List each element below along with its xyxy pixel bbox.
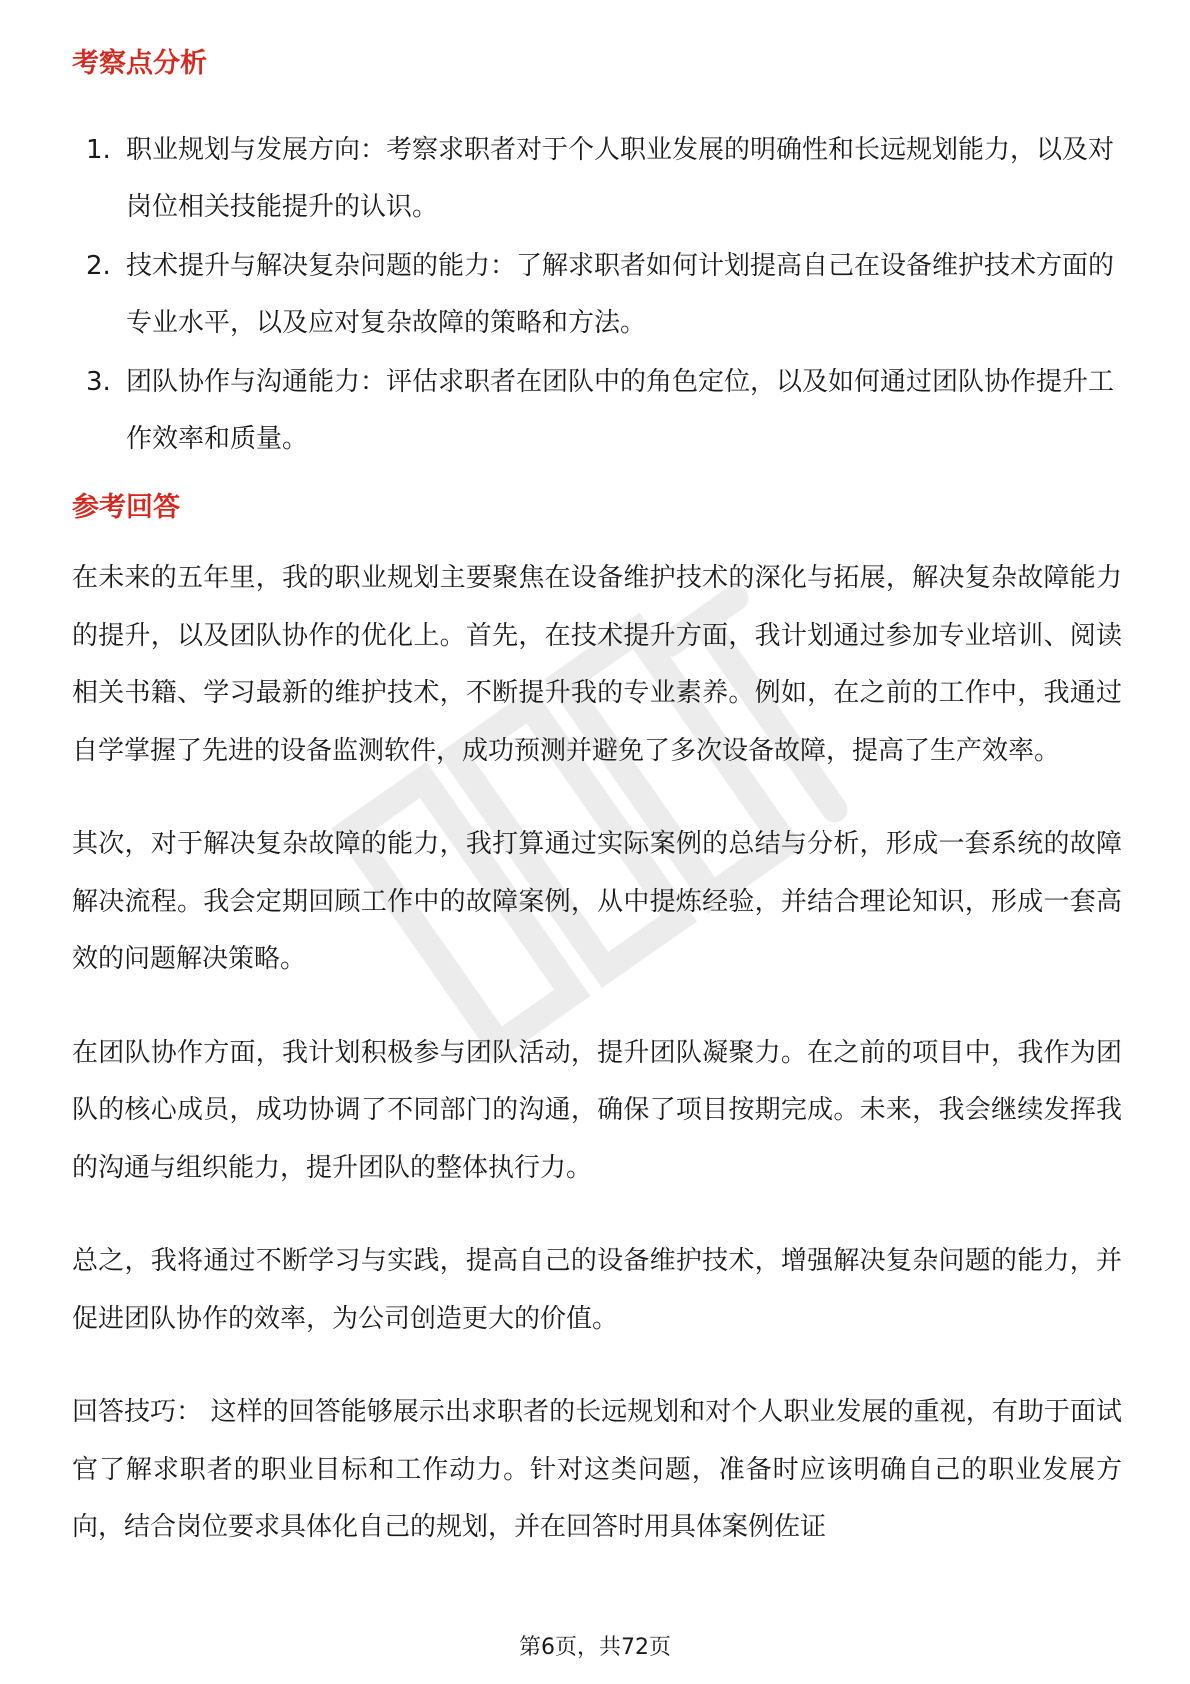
answer-paragraph: 在团队协作方面，我计划积极参与团队活动，提升团队凝聚力。在之前的项目中，我作为团队的核心成员，成功协调了不同部门的沟通，确保了项目按期完成。未来，我会继续发挥我的沟通与组织能力，提升团队的整体执行力。: [72, 1037, 1122, 1183]
list-item-text: 技术提升与解决复杂问题的能力：了解求职者如何计划提高自己在设备维护技术方面的专业水平，以及应对复杂故障的策略和方法。: [126, 251, 1115, 338]
answer-tips-paragraph: 回答技巧： 这样的回答能够展示出求职者的长远规划和对个人职业发展的重视，有助于面试官了解求职者的职业目标和工作动力。针对这类问题，准备时应该明确自己的职业发展方向，结合岗位要求具体化自己的规划，并在回答时用具体案例佐证: [72, 1397, 1122, 1542]
list-item: [72, 122, 1122, 236]
content-area: [72, 44, 1122, 1593]
answer-paragraph: 其次，对于解决复杂故障的能力，我打算通过实际案例的总结与分析，形成一套系统的故障解决流程。我会定期回顾工作中的故障案例，从中提炼经验，并结合理论知识，形成一套高效的问题解决策略。: [72, 829, 1122, 974]
answer-paragraph: 在未来的五年里，我的职业规划主要聚焦在设备维护技术的深化与拓展，解决复杂故障能力的提升，以及团队协作的优化上。首先，在技术提升方面，我计划通过参加专业培训、阅读相关书籍、学习最新的维护技术，不断提升我的专业素养。例如，在之前的工作中，我通过自学掌握了先进的设备监测软件，成功预测并避免了多次设备故障，提高了生产效率。: [72, 563, 1122, 766]
answer-paragraph: 总之，我将通过不断学习与实践，提高自己的设备维护技术，增强解决复杂问题的能力，并促进团队协作的效率，为公司创造更大的价值。: [72, 1246, 1122, 1334]
list-item-number: 3.: [86, 367, 111, 397]
list-item-text: 团队协作与沟通能力：评估求职者在团队中的角色定位，以及如何通过团队协作提升工作效率和质量。: [126, 367, 1115, 454]
list-item-text: 职业规划与发展方向：考察求职者对于个人职业发展的明确性和长远规划能力，以及对岗位相关技能提升的认识。: [126, 135, 1115, 222]
analysis-points-list: [72, 122, 1122, 468]
answer-heading: 参考回答: [72, 492, 180, 523]
list-item-number: 1.: [86, 135, 111, 165]
page-indicator: 第6页，共72页: [519, 1635, 671, 1660]
list-item-number: 2.: [86, 251, 111, 281]
list-item: [72, 354, 1122, 468]
analysis-heading: 考察点分析: [72, 48, 207, 79]
list-item: [72, 238, 1122, 352]
